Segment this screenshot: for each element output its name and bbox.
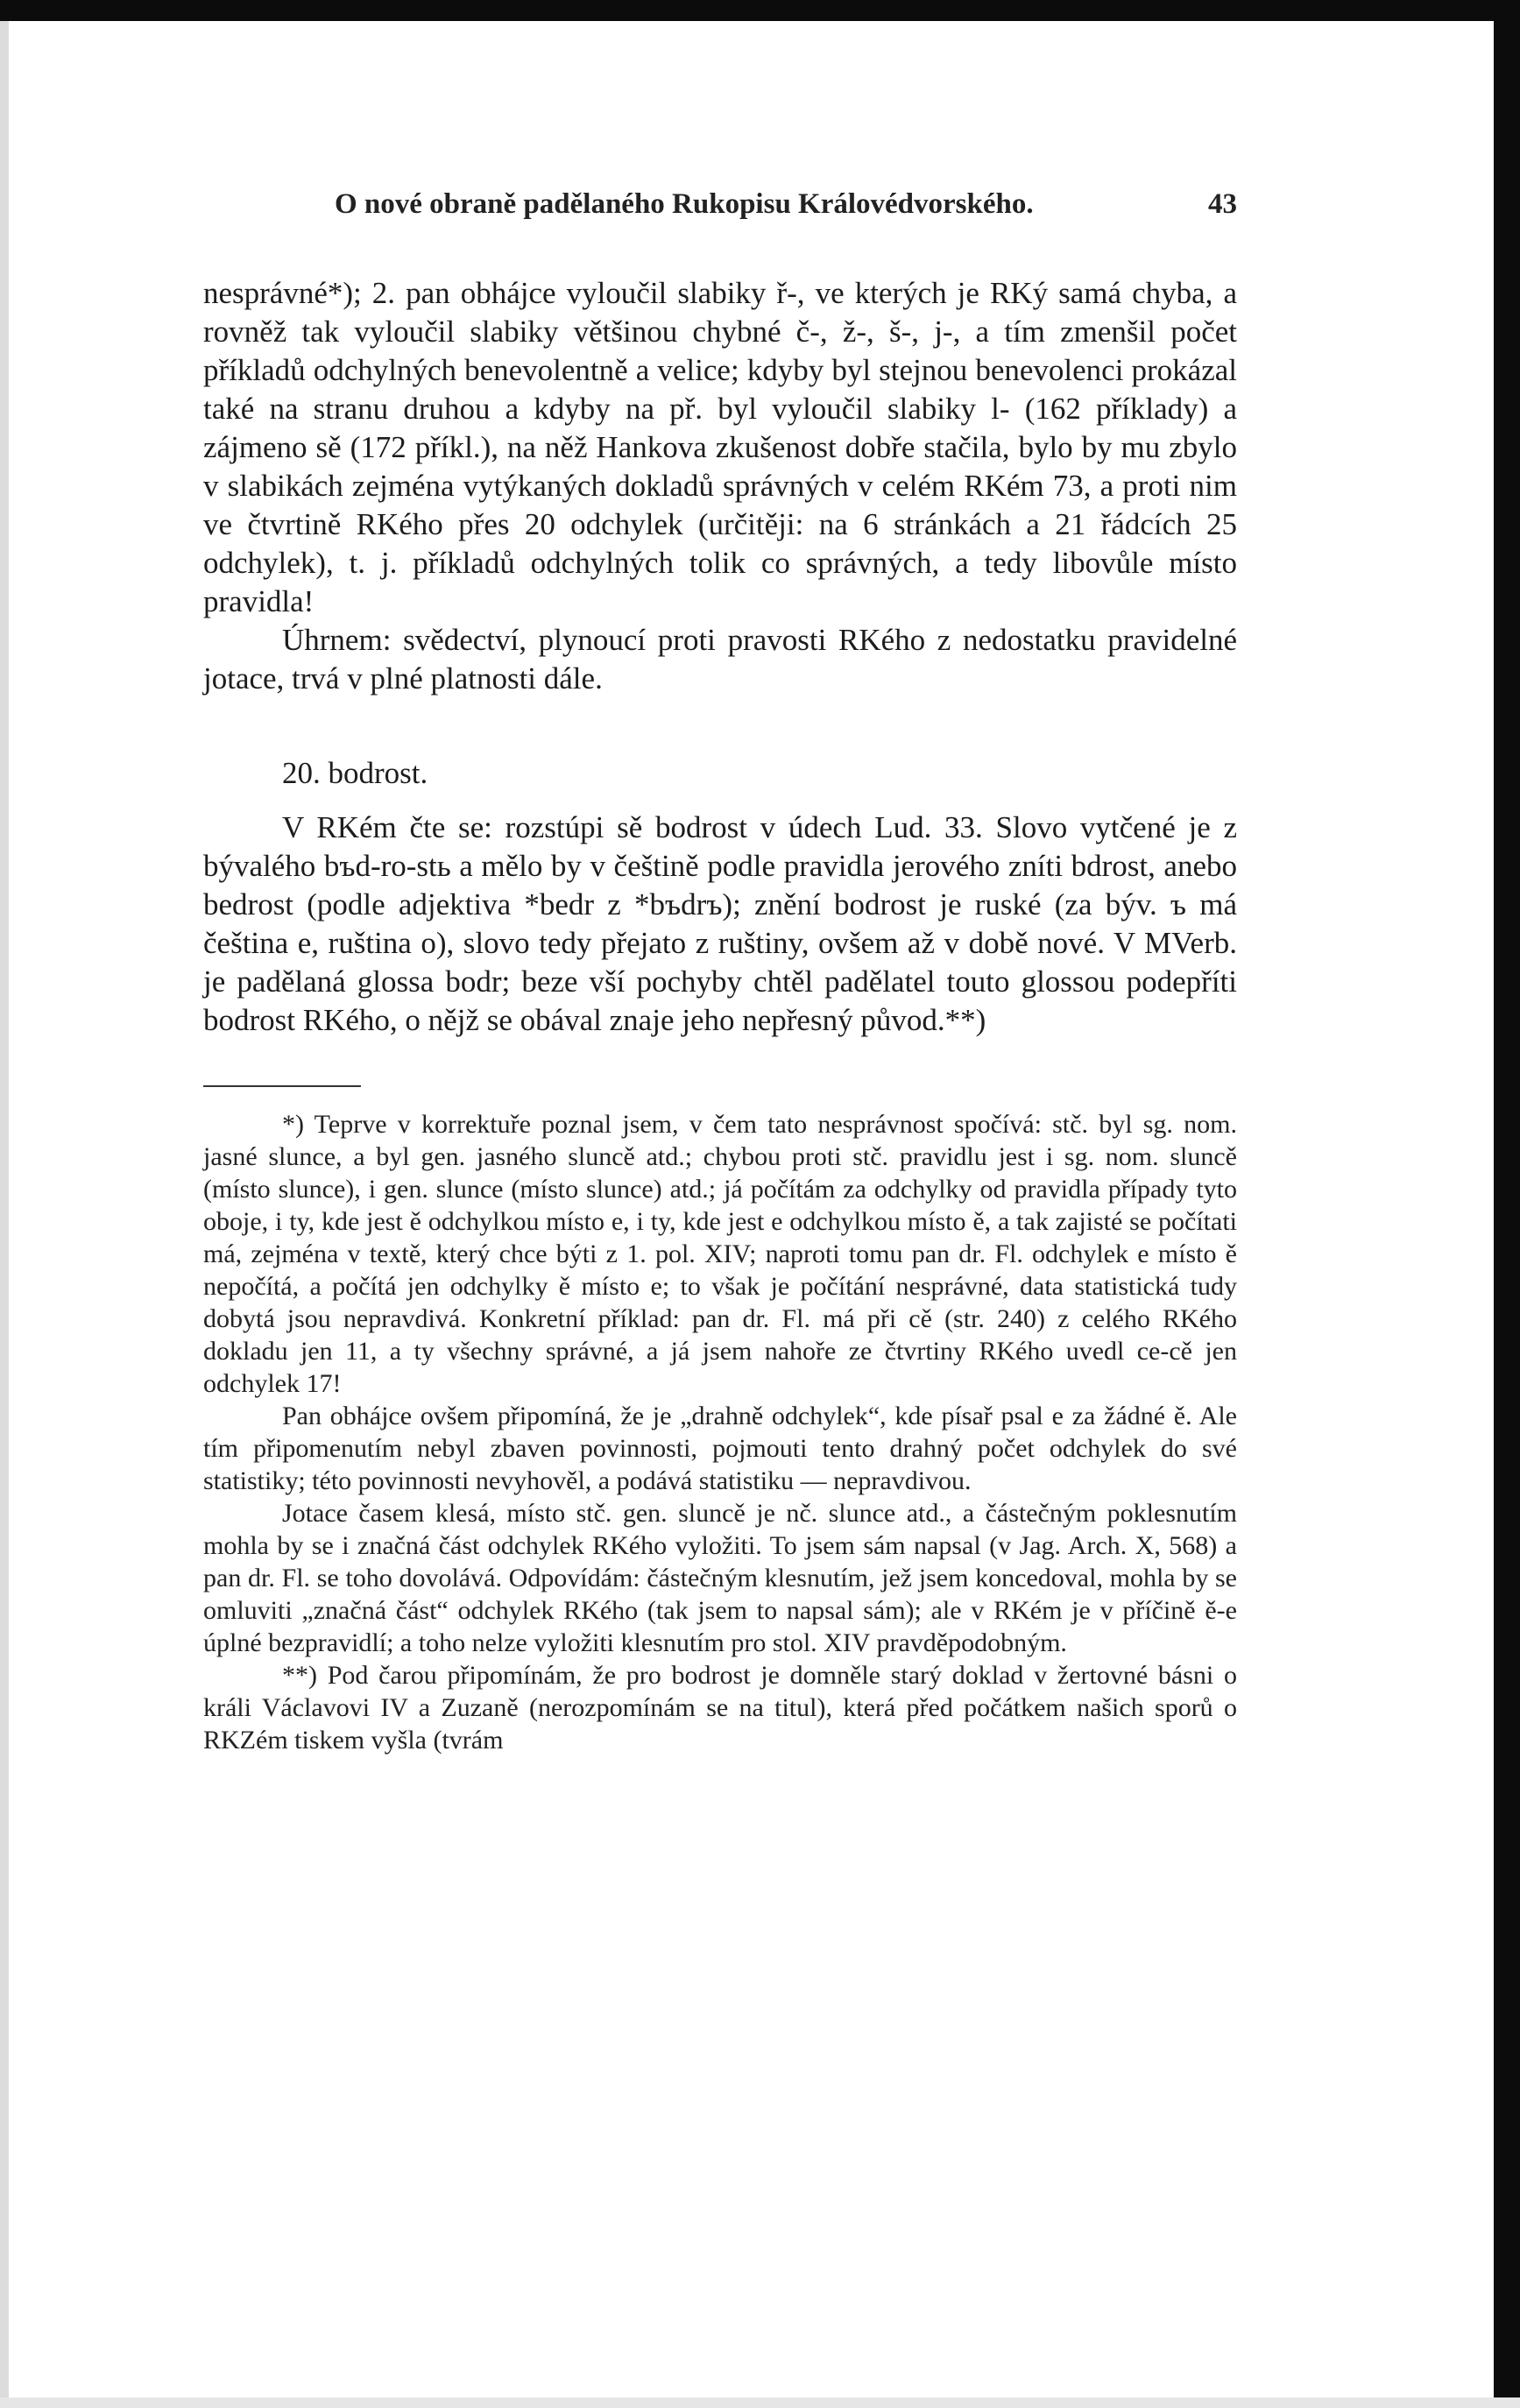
section-heading: 20. bodrost.	[282, 756, 428, 790]
book-page	[203, 180, 1237, 1756]
footnote-rule	[203, 1085, 361, 1087]
scan-top-edge	[0, 0, 1520, 21]
main-text	[203, 274, 1237, 1040]
footnote: Jotace časem klesá, místo stč. gen. sluncě je nč. slunce atd., a částečným poklesnutím mohla by se i značná část odchylek RKého vyložiti. To jsem sám napsal (v Jag. Arch. X, 568) a pan dr. Fl. se toho dovolává. Odpovídám: částečným klesnutím, jež jsem koncedoval, mohla by se omluviti „značná část“ odchylek RKého (tak jsem to napsal sám); ale v RKém je v příčině ě-e úplné bezpravidlí; a toho nelze vyložiti klesnutím pro stol. XIV pravděpodobným.	[203, 1499, 1237, 1657]
running-title: O nové obraně padělaného Rukopisu Královédvorského.	[335, 188, 1034, 220]
paragraph: nesprávné*); 2. pan obhájce vyloučil slabiky ř-, ve kterých je RKý samá chyba, a rovněž tak vyloučil slabiky většinou chybné č-, ž-, š-, j-, a tím zmenšil počet příkladů odchylných benevolentně a velice; kdyby byl stejnou benevolenci prokázal také na stranu druhou a kdyby na př. byl vyloučil slabiky l- (162 příklady) a zájmeno sě (172 příkl.), na něž Hankova zkušenost dobře stačila, bylo by mu zbylo v slabikách zejména vytýkaných dokladů správných v celém RKém 73, a proti nim ve čtvrtině RKého přes 20 odchylek (určitěji: na 6 stránkách a 21 řádcích 25 odchylek), t. j. příkladů odchylných tolik co správných, a tedy libovůle místo pravidla!	[203, 276, 1237, 618]
footnotes	[203, 1108, 1237, 1756]
paragraph: V RKém čte se: rozstúpi sě bodrost v údech Lud. 33. Slovo vytčené je z bývalého bъd-ro-stь a mělo by v češtině podle pravidla jerového zníti bdrost, anebo bedrost (podle adjektiva *bedr z *bъdrъ); znění bodrost je ruské (za býv. ъ má čeština e, ruština o), slovo tedy přejato z ruštiny, ovšem až v době nové. V MVerb. je padělaná glossa bodr; beze vší pochyby chtěl padělatel touto glossou podepříti bodrost RKého, o nějž se obával znaje jeho nepřesný původ.**)	[203, 810, 1237, 1037]
footnote: *) Teprve v korrektuře poznal jsem, v čem tato nesprávnost spočívá: stč. byl sg. nom. jasné slunce, a byl gen. jasného sluncě atd.; chybou proti stč. pravidlu jest i sg. nom. sluncě (místo slunce), i gen. slunce (místo slunce) atd.; já počítám za odchylky od pravidla případy tyto oboje, i ty, kde jest ě odchylkou místo e, i ty, kde jest e odchylkou místo ě, a tak zajisté se počítati má, zejména v textě, který chce býti z 1. pol. XIV; naproti tomu pan dr. Fl. odchylek e místo ě nepočítá, a počítá jen odchylky ě místo e; to však je počítání nesprávné, data statistická tudy dobytá jsou nepravdivá. Konkretní příklad: pan dr. Fl. má při cě (str. 240) z celého RKého dokladu jen 11, a ty všechny správné, a já jsem nahoře ze čtvrtiny RKého uvedl ce-cě jen odchylek 17!	[203, 1110, 1237, 1398]
scan-right-edge	[1494, 0, 1520, 2408]
paragraph: Úhrnem: svědectví, plynoucí proti pravosti RKého z nedostatku pravidelné jotace, trvá v plné platnosti dále.	[203, 623, 1237, 696]
footnote: Pan obhájce ovšem připomíná, že je „drahně odchylek“, kde písař psal e za žádné ě. Ale tím připomenutím nebyl zbaven povinnosti, pojmouti tento drahný počet odchylek do své statistiky; této povinnosti nevyhověl, a podává statistiku — nepravdivou.	[203, 1402, 1237, 1495]
running-header	[203, 180, 1237, 232]
scan-bottom-edge	[0, 2397, 1520, 2408]
scan-left-edge	[0, 0, 9, 2408]
footnote: **) Pod čarou připomínám, že pro bodrost je domněle starý doklad v žertovné básni o králi Václavovi IV a Zuzaně (nerozpomínám se na titul), která před počátkem našich sporů o RKZém tiskem vyšla (tvrám	[203, 1661, 1237, 1755]
page-number: 43	[1208, 188, 1237, 220]
